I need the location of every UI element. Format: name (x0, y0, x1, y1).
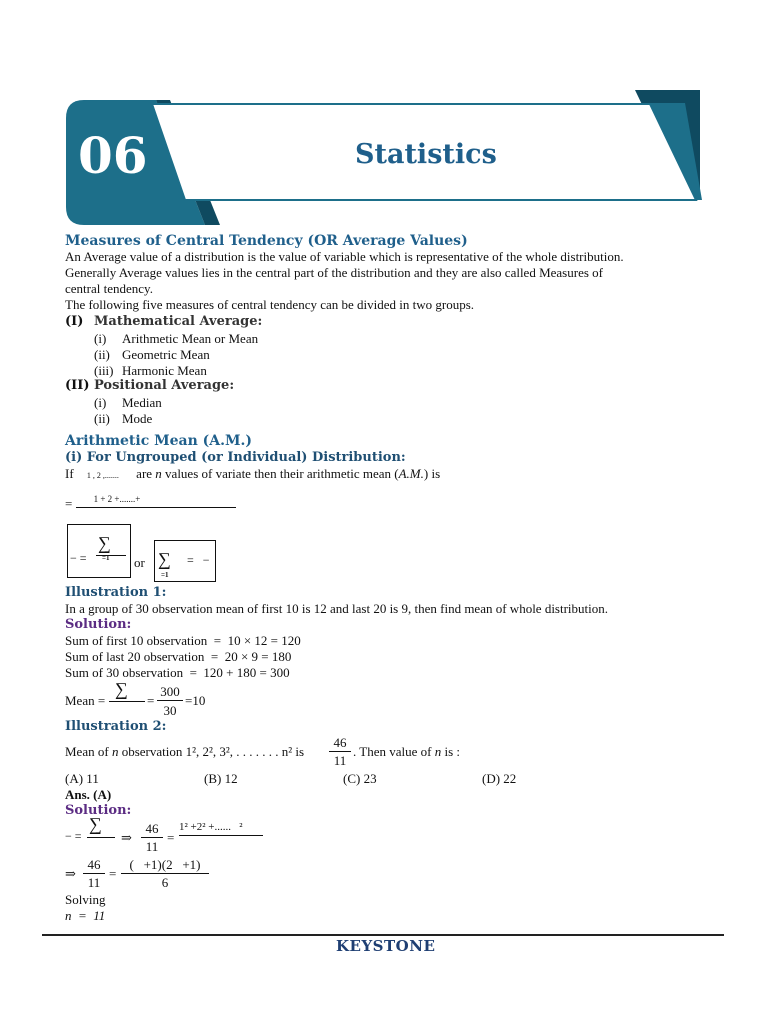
mean-result: =10 (185, 693, 206, 708)
equals: = (65, 496, 73, 511)
text: values of variate then their arithmetic mean ( (165, 466, 399, 481)
list-item (94, 331, 258, 347)
fraction-denominator: 11 (333, 753, 347, 768)
am-formula (65, 490, 236, 511)
text: . Then value of (353, 744, 432, 759)
para-line: The following five measures of central tendency can be divided in two groups. (65, 297, 475, 312)
para-line: An Average value of a distribution is the value of variable which is representative of the whole distribution. (65, 249, 624, 264)
fraction-numerator: 46 (141, 821, 163, 838)
fraction-denominator: 11 (145, 839, 159, 854)
text: observation 1², 2², 3², . . . . . . . n² is (121, 744, 305, 759)
intro-paragraph (65, 249, 624, 313)
sigma-symbol: ∑ (89, 814, 102, 834)
text: is : (444, 744, 461, 759)
implies-arrow: ⇒ (65, 866, 76, 881)
var-n: n (434, 744, 442, 759)
section-heading: Arithmetic Mean (A.M.) (65, 433, 252, 449)
group-number: (II) (65, 378, 90, 393)
solution-heading: Solution: (65, 617, 132, 632)
list-item (94, 411, 152, 427)
sum-rhs: = − (187, 553, 210, 567)
sum-formula-box (154, 540, 216, 582)
option-d: (D) 22 (482, 771, 517, 786)
fraction-bar (87, 837, 115, 838)
group-label: Positional Average: (94, 378, 235, 393)
illustration-heading: Illustration 2: (65, 719, 167, 734)
list-item (94, 363, 207, 379)
var-n: n (155, 466, 162, 481)
equals: = (167, 830, 175, 845)
var-n: n (111, 744, 119, 759)
solution-step-2 (65, 856, 285, 894)
footer-rule (42, 934, 724, 936)
fraction-bar (109, 701, 145, 702)
step-line: Sum of first 10 observation = 10 × 12 = 120 (65, 633, 301, 648)
group-number: (I) (65, 314, 84, 329)
mean-calculation (65, 679, 265, 720)
item-text: Geometric Mean (122, 347, 210, 362)
step-line: Sum of last 20 observation = 20 × 9 = 180 (65, 649, 292, 664)
para-line: central tendency. (65, 281, 153, 296)
list-item (94, 395, 162, 411)
subsection-heading: (i) For Ungrouped (or Individual) Distribution: (65, 450, 406, 465)
question-text (65, 744, 304, 760)
fraction-denominator: 11 (87, 875, 101, 890)
text: ) is (423, 466, 441, 481)
solution-step-1 (65, 814, 285, 857)
solving-label: Solving (65, 892, 106, 907)
mean-label: Mean = (65, 693, 106, 708)
group-label: Mathematical Average: (94, 314, 263, 329)
question-tail (353, 744, 460, 760)
final-result: n = 11 (65, 908, 106, 923)
sigma-subscript: =1 (161, 571, 169, 579)
item-text: Median (122, 395, 162, 410)
sigma-subscript: =1 (102, 554, 110, 562)
option-b: (B) 12 (204, 771, 238, 786)
section-heading: Measures of Central Tendency (OR Average Values) (65, 233, 468, 249)
fraction-numerator: 46 (329, 735, 351, 752)
equals: = (147, 693, 155, 708)
list-item (94, 347, 210, 363)
illustration-question (65, 735, 545, 771)
item-text: Harmonic Mean (122, 363, 207, 378)
illustration-question: In a group of 30 observation mean of first 10 is 12 and last 20 is 9, then find mean of whole distribution. (65, 601, 609, 616)
mean-symbol: − = (70, 551, 87, 565)
mean-symbol: − = (65, 829, 82, 843)
variate-list: 1 , 2 ,....... (86, 471, 119, 480)
item-number: (iii) (94, 363, 114, 378)
sigma-symbol: ∑ (115, 679, 128, 699)
if-word: If (65, 466, 74, 481)
chapter-number: 06 (78, 126, 148, 185)
formula-denominator: 6 (161, 875, 169, 890)
formula-numerator: ( +1)(2 +1) (121, 857, 209, 874)
solution-steps (65, 633, 301, 681)
solution-heading: Solution: (65, 803, 132, 818)
item-number: (i) (94, 331, 107, 346)
answer: Ans. (A) (65, 787, 112, 802)
footer-brand: KEYSTONE (336, 937, 436, 955)
fraction-numerator: 46 (83, 857, 105, 874)
fraction-denominator: 30 (163, 703, 177, 718)
option-c: (C) 23 (343, 771, 377, 786)
item-text: Mode (122, 411, 153, 426)
definition-line (65, 466, 440, 484)
equals: = (109, 866, 117, 881)
item-number: (ii) (94, 347, 110, 362)
chapter-title: Statistics (355, 139, 497, 170)
sum-of-squares: 1² +2² +...... ² (179, 819, 263, 836)
illustration-heading: Illustration 1: (65, 585, 167, 600)
step-line: Sum of 30 observation = 120 + 180 = 300 (65, 665, 290, 680)
sigma-symbol: ∑ (98, 533, 111, 553)
para-line: Generally Average values lies in the central part of the distribution and they are also called Measures of (65, 265, 603, 280)
or-text: or (134, 555, 145, 570)
option-a: (A) 11 (65, 771, 99, 786)
text: are (136, 466, 153, 481)
mean-formula-box (67, 524, 131, 578)
formula-numerator: 1 + 2 +.......+ (76, 491, 236, 508)
fraction-numerator: 300 (157, 684, 183, 701)
item-text: Arithmetic Mean or Mean (122, 331, 259, 346)
sigma-symbol: ∑ (158, 549, 171, 569)
am-abbrev: A.M. (398, 466, 424, 481)
fraction-bar (96, 555, 126, 556)
text: Mean of (65, 744, 109, 759)
implies-arrow: ⇒ (121, 830, 132, 845)
item-number: (i) (94, 395, 107, 410)
item-number: (ii) (94, 411, 110, 426)
